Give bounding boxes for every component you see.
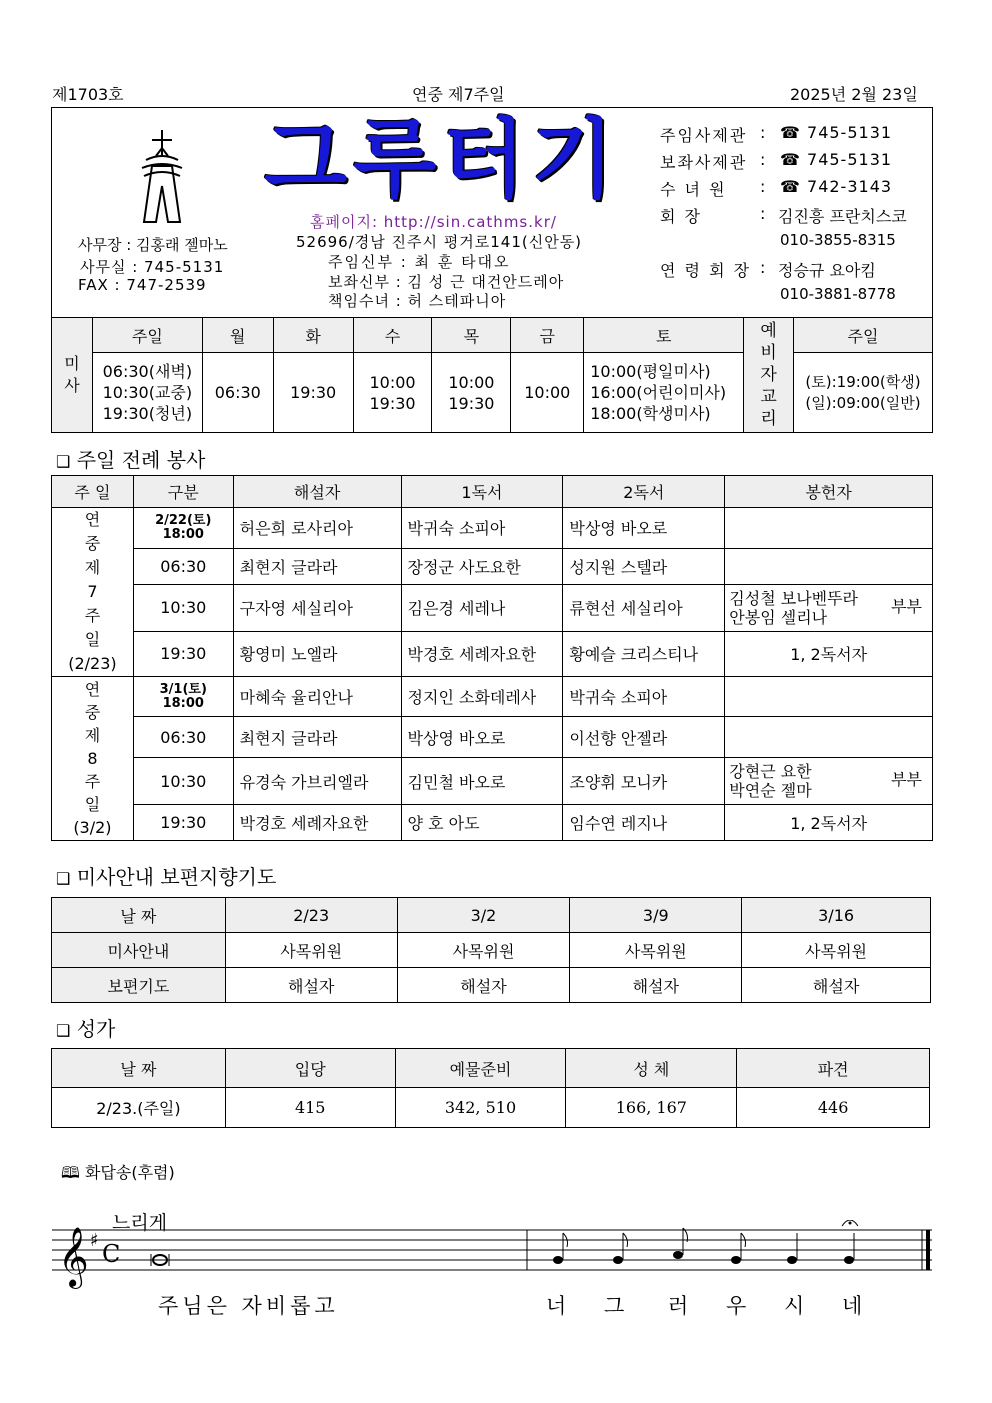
homepage-link[interactable]: 홈페이지: http://sin.cathms.kr/ — [310, 213, 557, 231]
hymn-date: 2/23.(주일) — [52, 1088, 226, 1128]
contact-phone: 010-3855-8315 — [780, 231, 896, 249]
col-header: 성 체 — [566, 1049, 737, 1088]
lyric-syllable: 네 — [842, 1294, 863, 1318]
offerer — [725, 677, 933, 717]
address: 52696/경남 진주시 평거로141(신안동) — [296, 233, 583, 251]
offerer — [725, 508, 933, 549]
col-header: 봉헌자 — [725, 476, 933, 508]
col-header: 수 — [353, 318, 432, 353]
col-header: 입당 — [225, 1049, 395, 1088]
reader-2: 박귀숙 소피아 — [563, 677, 725, 717]
col-header: 예물준비 — [395, 1049, 566, 1088]
week-label: 연 중 제 7 주 일 (2/23) — [52, 508, 134, 677]
mass-time: 19:30 — [133, 631, 233, 676]
contact-value: 정승규 요아킴 — [778, 261, 876, 280]
recessional-hymn: 446 — [737, 1088, 930, 1128]
catechumen-label: 예 비 자 교 리 — [744, 318, 794, 433]
row-label: 보편기도 — [52, 968, 226, 1003]
tempo-marking: 느리게 — [112, 1212, 168, 1234]
lyric-syllable: 우 — [726, 1294, 747, 1318]
col-header: 구분 — [133, 476, 233, 508]
svg-text:𝄞: 𝄞 — [58, 1227, 89, 1287]
friday-time: 10:00 — [511, 353, 584, 433]
reader-2: 이선향 안젤라 — [563, 717, 725, 758]
col-header: 3/16 — [742, 898, 931, 933]
cell: 해설자 — [225, 968, 397, 1003]
cell: 사목위원 — [570, 933, 742, 968]
hymn-table — [51, 1048, 930, 1128]
fax: FAX : 747-2539 — [78, 276, 207, 294]
lyric-syllable: 러 — [668, 1294, 689, 1318]
mass-time: 2/22(토) 18:00 — [133, 508, 233, 549]
reader-2: 조양휘 모니카 — [563, 758, 725, 805]
col-header: 날 짜 — [52, 898, 226, 933]
prayer-table — [51, 897, 931, 1003]
week-label: 연 중 제 8 주 일 (3/2) — [52, 677, 134, 841]
psalm-title: 🕮 화답송(후렴) — [61, 1163, 175, 1182]
mass-time: 06:30 — [133, 548, 233, 584]
offertory-hymn: 342, 510 — [395, 1088, 566, 1128]
communion-hymn: 166, 167 — [566, 1088, 737, 1128]
contact-label: 연 령 회 장 — [660, 261, 752, 280]
cell: 사목위원 — [225, 933, 397, 968]
col-header: 2독서 — [563, 476, 725, 508]
col-header: 해설자 — [233, 476, 401, 508]
mass-side-label: 미사 — [52, 318, 93, 433]
commentator: 유경숙 가브리엘라 — [233, 758, 401, 805]
office-head: 사무장 : 김홍래 젤마노 — [78, 236, 228, 254]
svg-text:C: C — [102, 1240, 121, 1268]
lyric-syllable: 그 — [604, 1294, 625, 1318]
commentator: 최현지 글라라 — [233, 548, 401, 584]
sister: 책임수녀 : 허 스테파니아 — [328, 292, 507, 310]
section-title: ❑ 주일 전례 봉사 — [56, 448, 206, 472]
saturday-times: 10:00(평일미사) 16:00(어린이미사) 18:00(학생미사) — [584, 353, 744, 433]
offerer — [725, 548, 933, 584]
contact-value: ☎ 745-5131 — [780, 150, 893, 169]
sunday-name: 연중 제7주일 — [412, 85, 505, 104]
cell: 해설자 — [570, 968, 742, 1003]
tuesday-time: 19:30 — [273, 353, 353, 433]
col-header: 2/23 — [225, 898, 397, 933]
col-header: 날 짜 — [52, 1049, 226, 1088]
reader-1: 박귀숙 소피아 — [401, 508, 563, 549]
col-header: 주일 — [794, 318, 933, 353]
pastor: 주임신부 : 최 훈 타대오 — [328, 253, 511, 271]
mass-time: 06:30 — [133, 717, 233, 758]
sunday-times: 06:30(새벽) 10:30(교중) 19:30(청년) — [92, 353, 202, 433]
contact-phone: 010-3881-8778 — [780, 285, 896, 303]
contact-label: 회 장 — [660, 207, 702, 226]
reader-1: 박경호 세례자요한 — [401, 631, 563, 676]
reader-1: 김민철 바오로 — [401, 758, 563, 805]
cell: 해설자 — [742, 968, 931, 1003]
svg-text:♯: ♯ — [90, 1230, 99, 1251]
church-cross-logo — [126, 126, 198, 226]
lyric-syllable: 시 — [784, 1294, 805, 1318]
reader-2: 황예슬 크리스티나 — [563, 631, 725, 676]
contact-label: 보좌사제관 — [660, 153, 748, 172]
col-header: 금 — [511, 318, 584, 353]
mass-time: 10:30 — [133, 758, 233, 805]
commentator: 박경호 세례자요한 — [233, 805, 401, 841]
mass-time: 19:30 — [133, 805, 233, 841]
contact-value: 김진흥 프란치스코 — [778, 207, 907, 226]
col-header: 3/9 — [570, 898, 742, 933]
offerer: 강현근 요한 박연순 젤마 부부 — [725, 758, 933, 805]
contact-value: ☎ 742-3143 — [780, 177, 893, 196]
section-title: ❑ 성가 — [56, 1017, 116, 1041]
commentator: 마혜숙 율리안나 — [233, 677, 401, 717]
commentator: 황영미 노엘라 — [233, 631, 401, 676]
col-header: 목 — [432, 318, 511, 353]
offerer: 1, 2독서자 — [725, 631, 933, 676]
commentator: 최현지 글라라 — [233, 717, 401, 758]
reader-1: 정지인 소화데레사 — [401, 677, 563, 717]
col-header: 주 일 — [52, 476, 134, 508]
commentator: 허은희 로사리아 — [233, 508, 401, 549]
masthead: 사무장 : 김홍래 젤마노 사무실 : 745-5131 FAX : 747-2539 그루터기 홈페이지: http://sin.cathms.kr/ 52696/경남 진주시 평거로141(신안동) 주임신부 : 최 훈 타대오 보좌신부 : 김 성 근 대건안드레아 책임수녀 : 허 스테파니아 주임사제관 : ☎ 745-5131 보좌사제관 : ☎ 745-5131 수 녀 원 : ☎ 742-3143 회 장 : 김진흥 프란치스코 010-3855-8315 연 령 회 장 : 정승규 요아킴 010-3881-8778 — [51, 107, 933, 319]
row-label: 미사안내 — [52, 933, 226, 968]
thursday-times: 10:00 19:30 — [432, 353, 511, 433]
cell: 사목위원 — [742, 933, 931, 968]
contact-value: ☎ 745-5131 — [780, 123, 893, 142]
col-header: 토 — [584, 318, 744, 353]
col-header: 1독서 — [401, 476, 563, 508]
section-title: ❑ 미사안내 보편지향기도 — [56, 865, 277, 889]
issue-date: 2025년 2월 23일 — [790, 85, 918, 104]
catechumen-times: (토):19:00(학생) (일):09:00(일반) — [794, 353, 933, 433]
monday-time: 06:30 — [202, 353, 273, 433]
music-staff — [52, 1220, 934, 1300]
contact-label: 주임사제관 — [660, 126, 748, 145]
offerer: 1, 2독서자 — [725, 805, 933, 841]
col-header: 3/2 — [397, 898, 570, 933]
reader-2: 임수연 레지나 — [563, 805, 725, 841]
offerer: 김성철 보나벤뚜라 안봉임 셀리나 부부 — [725, 584, 933, 631]
mass-time: 10:30 — [133, 584, 233, 631]
entrance-hymn: 415 — [225, 1088, 395, 1128]
liturgy-table — [51, 475, 933, 841]
offerer — [725, 717, 933, 758]
issue-number: 제1703호 — [52, 85, 124, 104]
col-header: 월 — [202, 318, 273, 353]
mass-schedule-table — [51, 317, 933, 433]
col-header: 파견 — [737, 1049, 930, 1088]
wednesday-times: 10:00 19:30 — [353, 353, 432, 433]
reader-1: 장정군 사도요한 — [401, 548, 563, 584]
reader-2: 성지원 스텔라 — [563, 548, 725, 584]
commentator: 구자영 세실리아 — [233, 584, 401, 631]
reader-1: 양 호 아도 — [401, 805, 563, 841]
mass-time: 3/1(토) 18:00 — [133, 677, 233, 717]
col-header: 화 — [273, 318, 353, 353]
col-header: 주일 — [92, 318, 202, 353]
cell: 해설자 — [397, 968, 570, 1003]
reader-2: 류현선 세실리아 — [563, 584, 725, 631]
reader-1: 김은경 세레나 — [401, 584, 563, 631]
lyrics-line: 주님은 자비롭고 — [158, 1294, 339, 1318]
office-phone: 사무실 : 745-5131 — [80, 258, 225, 276]
reader-1: 박상영 바오로 — [401, 717, 563, 758]
newsletter-title: 그루터기 — [264, 110, 621, 210]
cell: 사목위원 — [397, 933, 570, 968]
assistant-pastor: 보좌신부 : 김 성 근 대건안드레아 — [328, 273, 565, 291]
book-icon: 🕮 — [61, 1163, 80, 1182]
reader-2: 박상영 바오로 — [563, 508, 725, 549]
lyric-syllable: 너 — [546, 1294, 567, 1318]
contact-label: 수 녀 원 — [660, 180, 727, 199]
